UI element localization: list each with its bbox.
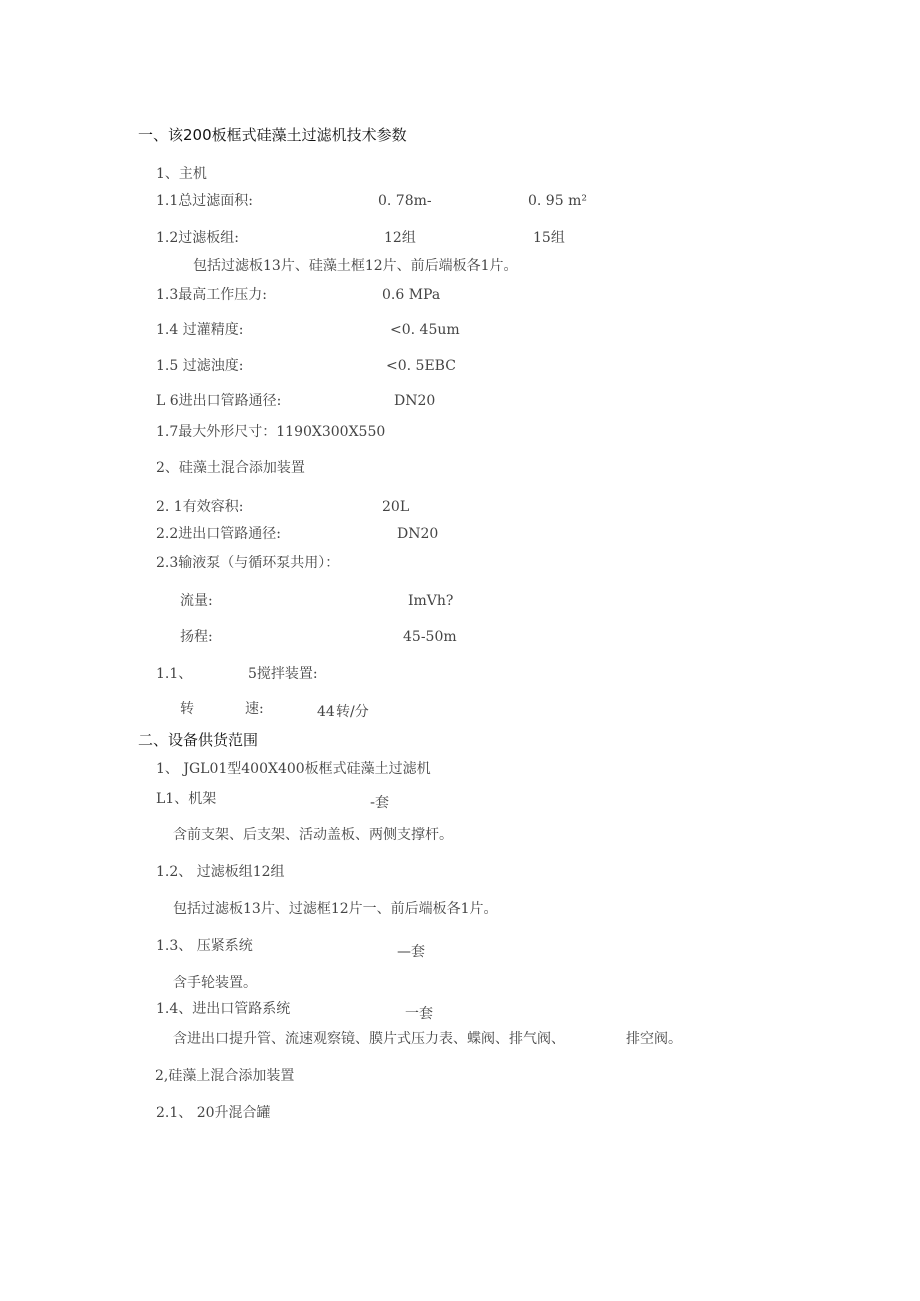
param-head-value: 45-50m [403,629,457,645]
supply-item-press-note: 含手轮装置。 [173,975,257,991]
section2-title: 二、设备供货范围 [138,731,259,749]
param-flow-value: ImVh? [408,593,454,609]
supply-item-frame-qty: -套 [370,795,390,811]
supply-item-tank: 2.1、 20升混合罐 [156,1105,271,1121]
supply-item-plates-note: 包括过滤板13片、过滤框12片一、前后端板各1片。 [173,901,498,917]
param-filter-area-label: 1.1总过滤面积: [156,193,253,209]
main-unit-heading: 1、主机 [156,166,207,182]
param-precision-value: <0. 45um [390,322,460,338]
supply-item-2: 2,硅藻上混合添加装置 [155,1068,295,1084]
param-mixer-label-b: 5搅拌装置: [248,666,318,682]
param-max-pressure-label: 1.3最高工作压力: [156,287,267,303]
param-precision-label: 1.4 过灌精度: [156,322,244,338]
supply-item-pipe-label: 1.4、进出口管路系统 [156,1001,291,1017]
param-mixer-label-a: 1.1、 [156,666,193,682]
param-plate-group-label: 1.2过滤板组: [156,230,239,246]
supply-item-frame-note: 含前支架、后支架、活动盖板、两侧支撑杆。 [173,827,453,843]
param-plate-group-value1: 12组 [384,230,416,246]
param-volume-value: 20L [382,499,410,515]
param-turbidity-label: 1.5 过滤浊度: [156,358,244,374]
supply-item-1: 1、 JGL01型400X400板框式硅藻土过滤机 [156,761,431,777]
param-speed-value-unit: 转/分 [336,704,369,720]
param-filter-area-value1: 0. 78m- [378,193,432,209]
supply-item-press-label: 1.3、 压紧系统 [156,938,253,954]
param-pipe-diameter-value: DN20 [394,393,436,409]
param-pump-label: 2.3输液泵（与循环泵共用）： [156,555,340,571]
supply-item-pipe-note-b: 排空阀。 [626,1031,682,1047]
supply-item-frame-label: L1、机架 [156,791,217,807]
supply-item-pipe-qty: 一套 [405,1006,433,1022]
param-dimensions: 1.7最大外形尺寸：1190X300X550 [156,424,386,440]
param-mix-pipe-label: 2.2进出口管路通径: [156,526,281,542]
param-plate-group-value2: 15组 [533,230,565,246]
param-speed-value-number: 44 [317,704,335,720]
supply-item-plates: 1.2、 过滤板组12组 [156,864,285,880]
param-filter-area-value2: 0. 95 m² [528,193,587,209]
param-speed-label-b: 速: [245,701,264,717]
supply-item-press-qty: —套 [397,944,425,960]
param-pipe-diameter-label: L 6进出口管路通径: [156,393,282,409]
section1-title: 一、该200板框式硅藻土过滤机技术参数 [138,126,407,144]
mixing-device-heading: 2、硅藻土混合添加装置 [156,460,305,476]
param-plate-group-note: 包括过滤板13片、硅藻土框12片、前后端板各1片。 [193,258,518,274]
param-turbidity-value: <0. 5EBC [386,358,456,374]
param-max-pressure-value: 0.6 MPa [382,287,441,303]
param-mix-pipe-value: DN20 [397,526,439,542]
supply-item-pipe-note-a: 含进出口提升管、流速观察镜、膜片式压力表、蝶阀、排气阀、 [173,1031,565,1047]
param-flow-label: 流量: [180,593,213,609]
param-volume-label: 2. 1有效容积: [156,499,244,515]
param-speed-label-a: 转 [180,701,194,717]
param-head-label: 扬程: [180,629,213,645]
